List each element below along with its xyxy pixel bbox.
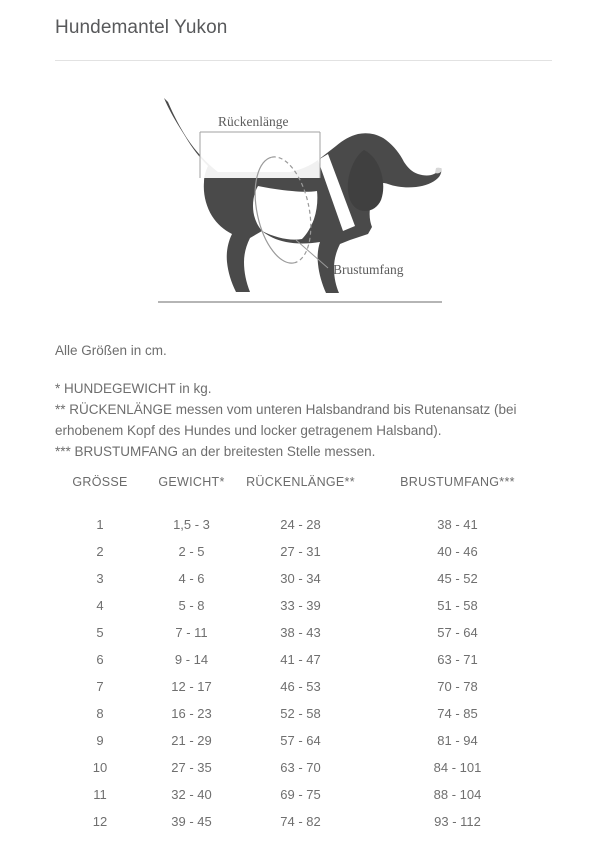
footnote-chest-girth: *** BRUSTUMFANG an der breitesten Stelle messen. bbox=[55, 444, 376, 459]
cell-size: 8 bbox=[96, 706, 104, 721]
column-header-chest-girth: BRUSTUMFANG*** bbox=[400, 475, 515, 489]
footnotes-block bbox=[55, 378, 555, 462]
cell-back-length: 24 - 28 bbox=[280, 517, 321, 532]
table-row bbox=[55, 619, 552, 646]
cell-size: 11 bbox=[93, 787, 107, 802]
cell-chest-girth: 93 - 112 bbox=[434, 814, 481, 829]
cell-size: 5 bbox=[96, 625, 104, 640]
table-row bbox=[55, 754, 552, 781]
size-table bbox=[55, 475, 552, 835]
table-header-row bbox=[55, 475, 552, 511]
cell-back-length: 41 - 47 bbox=[280, 652, 321, 667]
cell-weight: 5 - 8 bbox=[178, 598, 205, 613]
cell-chest-girth: 63 - 71 bbox=[437, 652, 478, 667]
back-length-label: Rückenlänge bbox=[218, 114, 289, 129]
cell-weight: 12 - 17 bbox=[171, 679, 212, 694]
table-row bbox=[55, 727, 552, 754]
table-body bbox=[55, 511, 552, 835]
chest-girth-label: Brustumfang bbox=[333, 262, 404, 277]
cell-chest-girth: 84 - 101 bbox=[433, 760, 482, 775]
cell-chest-girth: 45 - 52 bbox=[437, 571, 478, 586]
table-row bbox=[55, 646, 552, 673]
cell-back-length: 30 - 34 bbox=[280, 571, 321, 586]
cell-weight: 4 - 6 bbox=[178, 571, 205, 586]
footnote-back-length-2: erhobenem Kopf des Hundes und locker getragenem Halsband). bbox=[55, 423, 442, 438]
cell-back-length: 69 - 75 bbox=[280, 787, 321, 802]
footnote-weight: * HUNDEGEWICHT in kg. bbox=[55, 381, 212, 396]
table-row bbox=[55, 781, 552, 808]
cell-back-length: 74 - 82 bbox=[280, 814, 321, 829]
back-length-measure-bracket bbox=[200, 132, 320, 178]
cell-chest-girth: 74 - 85 bbox=[437, 706, 478, 721]
cell-back-length: 38 - 43 bbox=[280, 625, 321, 640]
cell-size: 7 bbox=[96, 679, 104, 694]
table-row bbox=[55, 565, 552, 592]
cell-back-length: 52 - 58 bbox=[280, 706, 321, 721]
cell-weight: 21 - 29 bbox=[171, 733, 212, 748]
table-row bbox=[55, 673, 552, 700]
measurement-notes bbox=[55, 340, 555, 462]
cell-size: 1 bbox=[96, 517, 104, 532]
cell-size: 12 bbox=[92, 814, 108, 829]
cell-weight: 9 - 14 bbox=[174, 652, 209, 667]
column-header-size: GRÖSSE bbox=[72, 475, 128, 489]
cell-chest-girth: 88 - 104 bbox=[433, 787, 482, 802]
cell-chest-girth: 51 - 58 bbox=[437, 598, 478, 613]
cell-size: 3 bbox=[96, 571, 104, 586]
cell-weight: 1,5 - 3 bbox=[173, 517, 210, 532]
cell-back-length: 27 - 31 bbox=[280, 544, 321, 559]
cell-back-length: 57 - 64 bbox=[280, 733, 321, 748]
cell-size: 2 bbox=[96, 544, 104, 559]
table-row bbox=[55, 700, 552, 727]
units-note: Alle Größen in cm. bbox=[55, 343, 167, 358]
cell-chest-girth: 70 - 78 bbox=[437, 679, 478, 694]
cell-weight: 7 - 11 bbox=[175, 625, 208, 640]
cell-size: 9 bbox=[96, 733, 104, 748]
cell-chest-girth: 40 - 46 bbox=[437, 544, 478, 559]
cell-weight: 39 - 45 bbox=[171, 814, 212, 829]
cell-weight: 32 - 40 bbox=[171, 787, 212, 802]
cell-back-length: 46 - 53 bbox=[280, 679, 321, 694]
table-row bbox=[55, 808, 552, 835]
cell-chest-girth: 57 - 64 bbox=[437, 625, 478, 640]
cell-weight: 16 - 23 bbox=[171, 706, 212, 721]
column-header-weight: GEWICHT* bbox=[158, 475, 225, 489]
ground-line bbox=[158, 301, 442, 303]
cell-back-length: 33 - 39 bbox=[280, 598, 321, 613]
cell-weight: 27 - 35 bbox=[171, 760, 212, 775]
table-row bbox=[55, 511, 552, 538]
table-row bbox=[55, 538, 552, 565]
column-header-back-length: RÜCKENLÄNGE** bbox=[246, 475, 355, 489]
cell-chest-girth: 38 - 41 bbox=[437, 517, 478, 532]
cell-weight: 2 - 5 bbox=[178, 544, 205, 559]
page-title: Hundemantel Yukon bbox=[55, 17, 228, 38]
table-row bbox=[55, 592, 552, 619]
cell-size: 6 bbox=[96, 652, 104, 667]
cell-back-length: 63 - 70 bbox=[280, 760, 321, 775]
cell-chest-girth: 81 - 94 bbox=[437, 733, 478, 748]
footnote-back-length-1: ** RÜCKENLÄNGE messen vom unteren Halsbandrand bis Rutenansatz (bei bbox=[55, 402, 517, 417]
cell-size: 4 bbox=[96, 598, 104, 613]
dog-measurement-illustration bbox=[150, 88, 450, 318]
title-divider bbox=[55, 60, 552, 61]
cell-size: 10 bbox=[92, 760, 108, 775]
